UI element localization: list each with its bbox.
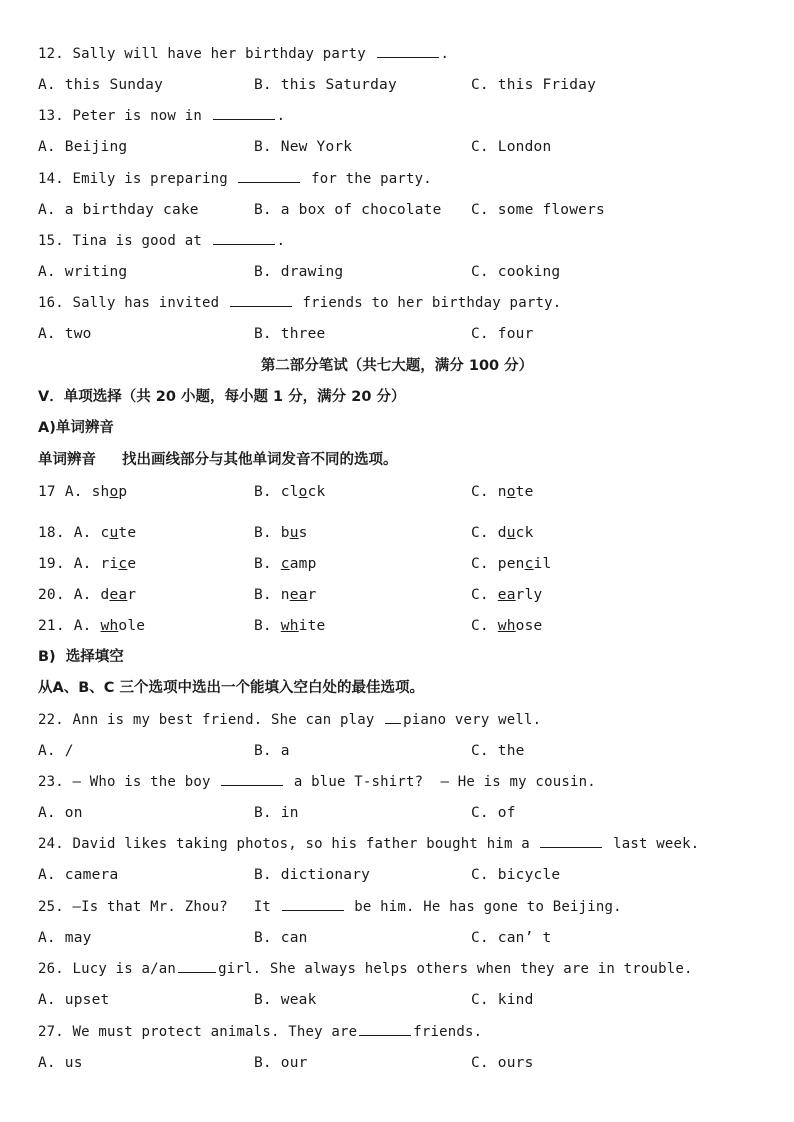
option-25-c: C. can’ t: [471, 930, 552, 946]
question-15-text: 15. Tina is good at: [38, 233, 202, 249]
phonetic-20-c: C. early: [471, 587, 543, 603]
answer-blank: [282, 898, 344, 911]
answer-blank: [213, 232, 275, 245]
phonetic-18-c: C. duck: [471, 525, 534, 541]
option-14-b: B. a box of chocolate: [254, 202, 442, 218]
phonetic-21-b: B. white: [254, 618, 326, 634]
option-15-a: A. writing: [38, 264, 128, 280]
option-23-c: C. of: [471, 805, 516, 821]
question-14-tail: for the party.: [302, 171, 432, 187]
phonetic-21-c: C. whose: [471, 618, 543, 634]
question-25: 25. —Is that Mr. Zhou? It be him. He has gone to Beijing.: [38, 899, 622, 915]
option-16-b: B. three: [254, 326, 326, 342]
question-12-tail: .: [440, 46, 450, 62]
section-a-instr-label: 单词辨音: [38, 452, 96, 468]
option-22-a: A. /: [38, 743, 74, 759]
answer-blank: [178, 960, 216, 973]
answer-blank: [540, 835, 602, 848]
question-27: 27. We must protect animals. They are friends.: [38, 1024, 483, 1040]
option-26-b: B. weak: [254, 992, 317, 1008]
option-15-c: C. cooking: [471, 264, 561, 280]
question-15: [38, 231, 285, 251]
answer-blank: [377, 45, 439, 58]
question-22: 22. Ann is my best friend. She can play piano very well.: [38, 712, 542, 728]
option-22-b: B. a: [254, 743, 290, 759]
phonetic-20-a: 20. A. dear: [38, 587, 137, 603]
phonetic-17-c: C. note: [471, 484, 534, 500]
answer-blank: [213, 107, 275, 120]
question-12: [38, 44, 449, 64]
option-12-c: C. this Friday: [471, 77, 597, 93]
option-13-a: A. Beijing: [38, 139, 128, 155]
option-13-b: B. New York: [254, 139, 353, 155]
option-16-a: A. two: [38, 326, 92, 342]
phonetic-18-a: 18. A. cute: [38, 525, 137, 541]
question-23: 23. — Who is the boy a blue T-shirt? — He is my cousin.: [38, 774, 596, 790]
section-b-title: B) 选择填空: [38, 649, 124, 665]
option-27-b: B. our: [254, 1055, 308, 1071]
phonetic-17-a: 17 A. shop: [38, 484, 128, 500]
question-12-text: 12. Sally will have her birthday party: [38, 46, 366, 62]
section-a-instructions: [38, 450, 398, 470]
question-14: [38, 169, 432, 189]
option-23-a: A. on: [38, 805, 83, 821]
phonetic-17-b: B. clock: [254, 484, 326, 500]
section-b-instructions: 从A、B、C 三个选项中选出一个能填入空白处的最佳选项。: [38, 680, 424, 696]
question-14-text: 14. Emily is preparing: [38, 171, 228, 187]
section-a-title: A)单词辨音: [38, 420, 114, 436]
phonetic-18-b: B. bus: [254, 525, 308, 541]
question-26: 26. Lucy is a/an girl. She always helps others when they are in trouble.: [38, 961, 693, 977]
option-26-a: A. upset: [38, 992, 110, 1008]
option-24-b: B. dictionary: [254, 867, 371, 883]
option-14-c: C. some flowers: [471, 202, 605, 218]
option-26-c: C. kind: [471, 992, 534, 1008]
option-24-a: A. camera: [38, 867, 119, 883]
phonetic-20-b: B. near: [254, 587, 317, 603]
option-22-c: C. the: [471, 743, 525, 759]
answer-blank: [238, 170, 300, 183]
option-27-c: C. ours: [471, 1055, 534, 1071]
question-15-tail: .: [276, 233, 286, 249]
question-16-text: 16. Sally has invited: [38, 295, 220, 311]
answer-blank: [359, 1023, 411, 1036]
answer-blank: [385, 711, 401, 724]
phonetic-19-c: C. pencil: [471, 556, 552, 572]
question-13-text: 13. Peter is now in: [38, 108, 202, 124]
answer-blank: [221, 773, 283, 786]
option-27-a: A. us: [38, 1055, 83, 1071]
option-12-b: B. this Saturday: [254, 77, 397, 93]
section-5-title: V．单项选择（共 20 小题，每小题 1 分，满分 20 分）: [38, 389, 406, 405]
option-23-b: B. in: [254, 805, 299, 821]
question-16: [38, 293, 561, 313]
phonetic-19-a: 19. A. rice: [38, 556, 137, 572]
question-16-tail: friends to her birthday party.: [293, 295, 562, 311]
option-15-b: B. drawing: [254, 264, 344, 280]
phonetic-19-b: B. camp: [254, 556, 317, 572]
option-25-b: B. can: [254, 930, 308, 946]
question-24: 24. David likes taking photos, so his father bought him a last week.: [38, 836, 700, 852]
part-2-title: 第二部分笔试（共七大题，满分 100 分）: [260, 358, 534, 374]
answer-blank: [230, 294, 292, 307]
phonetic-21-a: 21. A. whole: [38, 618, 146, 634]
option-12-a: A. this Sunday: [38, 77, 164, 93]
section-a-instr-text: 找出画线部分与其他单词发音不同的选项。: [122, 452, 398, 468]
option-24-c: C. bicycle: [471, 867, 561, 883]
question-13-tail: .: [276, 108, 286, 124]
option-14-a: A. a birthday cake: [38, 202, 199, 218]
option-16-c: C. four: [471, 326, 534, 342]
option-25-a: A. may: [38, 930, 92, 946]
question-13: [38, 106, 285, 126]
option-13-c: C. London: [471, 139, 552, 155]
